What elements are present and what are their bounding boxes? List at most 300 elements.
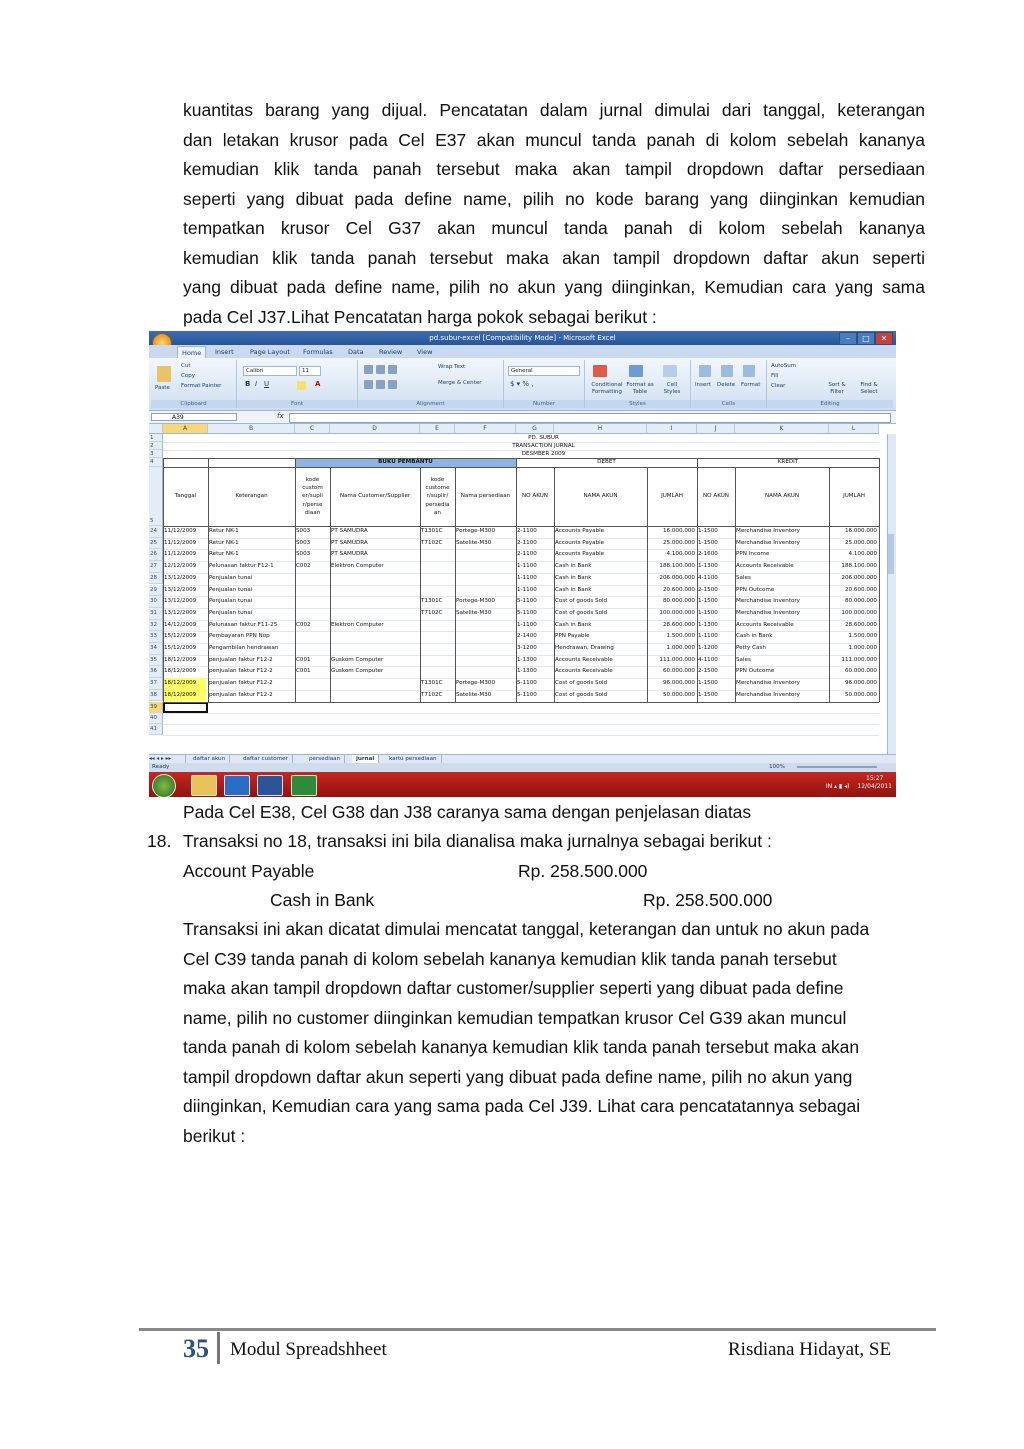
table-cell[interactable]: Elektron Computer (331, 563, 384, 570)
table-cell[interactable]: Accounts Receivable (736, 563, 794, 570)
closing-line: name, pilih no customer diinginkan kemudian tempatkan krusor Cel G39 akan muncul (183, 1007, 847, 1028)
table-cell[interactable]: 20.600.000 (662, 586, 695, 593)
table-cell[interactable] (456, 573, 514, 585)
table-cell[interactable] (331, 573, 418, 585)
table-cell[interactable]: 1-1300 (698, 621, 718, 628)
table-cell[interactable]: Satelite-M30 (456, 539, 492, 546)
table-cell[interactable]: 18/12/2009 (164, 678, 206, 690)
table-cell[interactable]: 28.600.000 (662, 621, 695, 628)
table-cell[interactable] (296, 678, 328, 690)
table-cell[interactable]: 15/12/2009 (164, 645, 197, 651)
row-header[interactable]: 32 (149, 620, 163, 632)
table-cell[interactable] (456, 666, 514, 678)
table-cell[interactable]: 13/12/2009 (164, 574, 197, 581)
word-taskbar-icon[interactable] (257, 775, 283, 796)
column-header[interactable]: H (554, 424, 647, 434)
tab-page-layout[interactable]: Page Layout (250, 348, 290, 356)
table-cell[interactable]: 25.000.000 (844, 539, 877, 546)
table-cell[interactable]: 5-1100 (517, 598, 537, 605)
table-cell[interactable]: 16.000.000 (844, 528, 877, 534)
table-cell[interactable]: Accounts Receivable (555, 668, 613, 675)
scroll-thumb[interactable] (888, 534, 894, 574)
format-button[interactable]: Format (741, 382, 761, 388)
column-header[interactable]: D (330, 424, 420, 434)
table-cell[interactable] (421, 620, 453, 632)
align-bottom-icon[interactable] (388, 365, 397, 374)
format-cells-icon[interactable] (743, 365, 755, 377)
table-cell[interactable]: Hendrawan, Drawing (555, 645, 614, 651)
table-cell[interactable]: Portege-M300 (456, 598, 496, 605)
table-cell[interactable]: 3-1200 (517, 645, 537, 651)
table-cell[interactable]: 20.600.000 (844, 586, 877, 593)
column-header[interactable]: E (420, 424, 455, 434)
column-header[interactable]: G (516, 424, 554, 434)
fx-icon[interactable]: fx (277, 412, 284, 420)
align-center-icon[interactable] (376, 380, 385, 389)
vertical-scrollbar[interactable] (887, 434, 896, 754)
table-cell[interactable]: 1-1500 (698, 680, 718, 687)
table-cell[interactable]: Elektron Computer (331, 621, 384, 628)
table-cell[interactable]: Retur NK-1 (209, 528, 239, 534)
table-cell[interactable]: Cash in Bank (555, 621, 592, 628)
table-cell[interactable]: 18/12/2009 (164, 668, 197, 675)
column-title: NO AKUN (522, 493, 548, 500)
column-title: NO AKUN (703, 493, 729, 500)
zoom-slider[interactable] (797, 766, 877, 768)
table-cell[interactable]: 2-1400 (517, 633, 537, 640)
table-cell[interactable] (421, 655, 453, 667)
table-cell[interactable]: Merchandise Inventory (736, 528, 800, 534)
delete-button[interactable]: Delete (717, 382, 736, 388)
column-header[interactable]: F (455, 424, 516, 434)
name-box[interactable]: A39 (151, 413, 237, 421)
table-cell[interactable]: Accounts Payable (555, 539, 605, 546)
table-cell[interactable]: 11/12/2009 (164, 528, 197, 534)
table-cell[interactable]: C001 (296, 668, 311, 675)
table-cell[interactable]: 2-1100 (517, 528, 537, 534)
align-left-icon[interactable] (364, 380, 373, 389)
font-name-select[interactable]: Calibri (243, 366, 297, 376)
table-cell[interactable]: 2-1100 (517, 539, 537, 546)
table-cell[interactable]: 2-1600 (698, 551, 718, 558)
row-header[interactable]: 4 (149, 458, 163, 467)
row-header[interactable]: 41 (149, 724, 163, 735)
sort-filter-button[interactable]: Sort & Filter (828, 382, 846, 395)
column-header[interactable]: L (829, 424, 879, 434)
table-cell[interactable]: 96.000.000 (662, 680, 695, 687)
explorer-taskbar-icon[interactable] (191, 775, 217, 796)
table-cell[interactable]: 206.000.000 (841, 574, 877, 581)
table-cell[interactable]: Retur NK-1 (209, 551, 239, 558)
table-cell[interactable]: 13/12/2009 (164, 609, 197, 616)
table-cell[interactable] (421, 585, 453, 597)
column-header[interactable]: A (163, 424, 208, 434)
table-cell[interactable]: 4.100.000 (666, 551, 695, 558)
table-cell[interactable]: 111.000.000 (841, 656, 877, 663)
table-cell[interactable]: Merchandise Inventory (736, 598, 800, 605)
table-cell[interactable]: 1.500.000 (848, 633, 877, 640)
column-header[interactable]: K (735, 424, 829, 434)
table-cell[interactable]: T7102C (421, 609, 443, 616)
table-cell[interactable] (296, 596, 328, 608)
table-cell[interactable]: 100.000.000 (659, 609, 695, 616)
table-cell[interactable]: Accounts Payable (555, 551, 605, 558)
table-cell[interactable]: Accounts Receivable (736, 621, 794, 628)
table-cell[interactable]: Sales (736, 574, 751, 581)
table-cell[interactable] (421, 549, 453, 561)
table-cell[interactable]: Penjualan tunai (209, 574, 253, 581)
row-header[interactable]: 3 (149, 450, 163, 458)
row-header[interactable]: 25 (149, 538, 163, 550)
row-header[interactable]: 30 (149, 596, 163, 608)
table-cell[interactable]: PPN Payable (555, 633, 590, 640)
table-cell[interactable]: 4-1100 (698, 574, 718, 581)
format-table-icon[interactable] (629, 365, 643, 377)
table-cell[interactable]: Cost of goods Sold (555, 609, 608, 616)
tray-language[interactable]: IN (825, 783, 833, 790)
close-button[interactable]: ✕ (875, 332, 893, 345)
table-cell[interactable]: PPN Outcome (736, 668, 775, 675)
table-cell[interactable]: 1-1500 (698, 528, 718, 534)
table-cell[interactable]: 4.100.000 (848, 551, 877, 558)
active-cell-a39[interactable] (163, 702, 208, 713)
table-cell[interactable]: 2-1500 (698, 668, 718, 675)
select-all-corner[interactable] (149, 424, 163, 434)
italic-icon[interactable]: I (255, 380, 258, 388)
table-cell[interactable]: 25.000.000 (662, 539, 695, 546)
conditional-format-icon[interactable] (593, 365, 607, 377)
column-header[interactable]: C (295, 424, 330, 434)
table-cell[interactable]: 111.000.000 (659, 656, 695, 663)
table-cell[interactable]: 1-1500 (698, 691, 718, 698)
after-shot-text: Pada Cel E38, Cel G38 dan J38 caranya sama dengan penjelasan diatas (183, 802, 752, 822)
table-cell[interactable]: PT SAMUDRA (331, 539, 368, 546)
currency-icon[interactable]: $ ▾ % , (510, 380, 534, 388)
table-cell[interactable]: Petty Cash (736, 645, 766, 651)
table-cell[interactable] (296, 631, 328, 643)
table-cell[interactable]: T7102C (421, 539, 443, 546)
table-cell[interactable]: Pengambilan hendrawan (209, 645, 279, 651)
insert-button[interactable]: Insert (695, 382, 711, 388)
number-format-select[interactable]: General (508, 366, 580, 376)
row-header[interactable]: 28 (149, 573, 163, 585)
table-cell[interactable]: 18/12/2009 (164, 690, 206, 702)
table-cell[interactable]: PT SAMUDRA (331, 551, 368, 558)
table-cell[interactable]: 188.100.000 (659, 563, 695, 570)
table-cell[interactable] (331, 631, 418, 643)
row-header[interactable]: 35 (149, 655, 163, 667)
column-header[interactable]: B (208, 424, 295, 434)
table-cell[interactable]: Penjualan tunai (209, 609, 253, 616)
table-cell[interactable]: 80.000.000 (662, 598, 695, 605)
sheet-tab-active[interactable]: jurnal (352, 755, 379, 764)
align-top-icon[interactable] (364, 365, 373, 374)
table-cell[interactable]: 5-1100 (517, 680, 537, 687)
tab-data[interactable]: Data (348, 348, 364, 356)
table-cell[interactable]: 100.000.000 (841, 609, 877, 616)
table-cell[interactable]: Guskom Computer (331, 656, 384, 663)
fill-color-icon[interactable] (297, 381, 306, 390)
table-cell[interactable]: penjualan faktur F12-2 (209, 656, 273, 663)
table-cell[interactable] (331, 585, 418, 597)
table-cell[interactable]: 1.000.000 (848, 645, 877, 651)
table-cell[interactable]: 1-1300 (517, 668, 537, 675)
table-cell[interactable]: 5-1100 (517, 609, 537, 616)
row-header[interactable]: 34 (149, 643, 163, 655)
table-cell[interactable]: 1.500.000 (666, 633, 695, 640)
table-cell[interactable]: 1-1100 (517, 574, 537, 581)
table-cell[interactable] (331, 608, 418, 620)
clear-button[interactable]: Clear (771, 383, 786, 389)
align-middle-icon[interactable] (376, 365, 385, 374)
row-header[interactable]: 37 (149, 678, 163, 690)
table-cell[interactable]: 1-1500 (698, 539, 718, 546)
table-cell[interactable]: S003 (296, 539, 311, 546)
minimize-button[interactable]: – (839, 332, 857, 345)
table-cell[interactable] (296, 608, 328, 620)
column-title: Nama Customer/Supplier (339, 493, 411, 500)
table-cell[interactable]: Guskom Computer (331, 668, 384, 675)
cut-button[interactable]: Cut (181, 363, 191, 369)
table-cell[interactable]: Cash in Bank (736, 633, 773, 640)
row-header[interactable]: 38 (149, 690, 163, 702)
row-header[interactable]: 26 (149, 549, 163, 561)
table-cell[interactable]: 60.000.000 (844, 668, 877, 675)
table-cell[interactable] (456, 631, 514, 643)
row-header[interactable]: 2 (149, 442, 163, 450)
table-cell[interactable]: 11/12/2009 (164, 551, 197, 558)
table-cell[interactable]: Cash in Bank (555, 586, 592, 593)
table-cell[interactable]: Pembayaran PPN Nop (209, 633, 270, 640)
table-cell[interactable]: Cash in Bank (555, 574, 592, 581)
sheet-tab[interactable]: persediaan (305, 755, 345, 764)
cell-styles-button[interactable]: Cell Styles (663, 382, 681, 395)
intro-line: seperti yang dibuat pada define name, pilih no kode barang yang diinginkan kemudian (183, 188, 925, 209)
tab-insert[interactable]: Insert (215, 348, 234, 356)
table-cell[interactable] (456, 549, 514, 561)
table-cell[interactable]: T1301C (421, 528, 443, 534)
table-cell[interactable]: Cost of goods Sold (555, 691, 608, 698)
table-cell[interactable] (456, 585, 514, 597)
table-cell[interactable]: penjualan faktur F12-2 (209, 691, 273, 698)
row-header[interactable]: 29 (149, 585, 163, 597)
row-header[interactable]: 24 (149, 526, 163, 538)
sheet-tab[interactable]: daftar customer (239, 755, 293, 764)
table-cell[interactable]: Merchandise Inventory (736, 539, 800, 546)
tab-formulas[interactable]: Formulas (303, 348, 333, 356)
format-painter-button[interactable]: Format Painter (181, 383, 222, 389)
sheet-tab[interactable]: kartu persediaan (385, 755, 442, 764)
table-cell[interactable] (296, 643, 328, 655)
table-cell[interactable]: 1.000.000 (666, 645, 695, 651)
table-cell[interactable]: 1-1300 (698, 563, 718, 570)
table-cell[interactable] (421, 561, 453, 573)
table-cell[interactable]: 1-1100 (517, 586, 537, 593)
table-cell[interactable]: 2-1100 (517, 551, 537, 558)
sheet-nav-arrows[interactable]: ◂◂ ◂ ▸ ▸▸ (149, 755, 186, 764)
table-cell[interactable] (456, 655, 514, 667)
table-cell[interactable]: Cash in Bank (555, 563, 592, 570)
table-cell[interactable]: Sales (736, 656, 751, 663)
table-cell[interactable]: S003 (296, 528, 311, 534)
conditional-format-button[interactable]: Conditional Formatting (591, 382, 623, 395)
table-cell[interactable]: PPN Income (736, 551, 770, 558)
row-header[interactable]: 1 (149, 434, 163, 442)
tab-view[interactable]: View (417, 348, 433, 356)
table-cell[interactable]: 11/12/2009 (164, 539, 197, 546)
wrap-text-button[interactable]: Wrap Text (438, 364, 466, 370)
formula-input[interactable] (289, 413, 891, 423)
table-cell[interactable]: 206.000.000 (659, 574, 695, 581)
table-cell[interactable]: 80.000.000 (844, 598, 877, 605)
table-cell[interactable]: 1-1200 (698, 645, 718, 651)
font-color-icon[interactable]: A (315, 380, 321, 388)
table-cell[interactable]: Penjualan tunai (209, 598, 253, 605)
autosum-button[interactable]: AutoSum (771, 363, 797, 369)
table-cell[interactable] (456, 561, 514, 573)
table-cell[interactable]: 13/12/2009 (164, 586, 197, 593)
table-border (295, 458, 296, 702)
row-header[interactable]: 27 (149, 561, 163, 573)
zoom-level[interactable]: 100% (769, 764, 785, 770)
table-cell[interactable]: Cost of goods Sold (555, 680, 608, 687)
table-cell[interactable]: Merchandise Inventory (736, 691, 800, 698)
table-cell[interactable] (456, 643, 514, 655)
maximize-button[interactable]: □ (857, 332, 875, 345)
column-header[interactable]: J (697, 424, 735, 434)
sheet-tab[interactable]: daftar akun (189, 755, 230, 764)
table-cell[interactable]: 16.000.000 (662, 528, 695, 534)
table-cell[interactable]: 2-1500 (698, 586, 718, 593)
table-cell[interactable]: Portege-M300 (456, 680, 496, 687)
table-cell[interactable]: T1301C (421, 598, 443, 605)
spreadsheet-grid[interactable] (149, 424, 896, 754)
table-cell[interactable]: 96.000.000 (844, 680, 877, 687)
tab-review[interactable]: Review (379, 348, 403, 356)
insert-cells-icon[interactable] (699, 365, 711, 377)
table-cell[interactable] (421, 573, 453, 585)
table-cell[interactable]: Merchandise Inventory (736, 680, 800, 687)
table-cell[interactable] (421, 631, 453, 643)
table-cell[interactable] (331, 596, 418, 608)
table-cell[interactable] (296, 690, 328, 702)
table-cell[interactable]: Satelite-M30 (456, 691, 492, 698)
table-cell[interactable]: 60.000.000 (662, 668, 695, 675)
bold-icon[interactable]: B (245, 380, 251, 388)
table-cell[interactable] (296, 573, 328, 585)
styles-group (585, 360, 691, 408)
media-player-taskbar-icon[interactable] (224, 775, 250, 796)
paste-icon[interactable] (157, 366, 171, 382)
row-header[interactable]: 39 (149, 702, 163, 713)
table-cell[interactable]: Cost of goods Sold (555, 598, 608, 605)
row-header[interactable]: 40 (149, 713, 163, 724)
table-cell[interactable] (331, 678, 418, 690)
table-cell[interactable]: C001 (296, 656, 311, 663)
tab-home[interactable]: Home (177, 346, 206, 359)
table-cell[interactable]: T1301C (421, 680, 443, 687)
table-cell[interactable]: C002 (296, 563, 311, 570)
column-header[interactable]: I (647, 424, 697, 434)
cell-styles-icon[interactable] (663, 365, 677, 377)
find-select-button[interactable]: Find & Select (860, 382, 878, 395)
format-table-button[interactable]: Format as Table (626, 382, 654, 395)
underline-icon[interactable]: U (264, 380, 270, 388)
paste-button[interactable]: Paste (155, 385, 170, 391)
table-cell[interactable]: 1-1100 (698, 633, 718, 640)
table-cell[interactable]: Accounts Payable (555, 528, 605, 534)
fill-button[interactable]: Fill (771, 373, 779, 379)
table-cell[interactable]: 28.600.000 (844, 621, 877, 628)
table-cell[interactable]: PT SAMUDRA (331, 528, 368, 534)
table-cell[interactable] (456, 620, 514, 632)
table-cell[interactable]: 12/12/2009 (164, 563, 197, 570)
table-cell[interactable]: Satelite-M30 (456, 609, 492, 616)
column-title: kode custom er/supli r/perse diaan (302, 477, 323, 516)
table-cell[interactable]: Pelunasan faktur F11-25 (209, 621, 278, 628)
row-header[interactable]: 5 (149, 467, 163, 526)
row-header[interactable]: 33 (149, 631, 163, 643)
table-cell[interactable]: 18/12/2009 (164, 656, 197, 663)
table-cell[interactable]: penjualan faktur F12-2 (209, 680, 273, 687)
table-cell[interactable] (331, 690, 418, 702)
table-cell[interactable]: penjualan faktur F12-2 (209, 668, 273, 675)
table-cell[interactable]: PPN Outcome (736, 586, 775, 593)
align-right-icon[interactable] (388, 380, 397, 389)
copy-button[interactable]: Copy (181, 373, 195, 379)
table-cell[interactable] (331, 643, 418, 655)
table-cell[interactable]: Penjualan tunai (209, 586, 253, 593)
table-cell[interactable]: 5-1100 (517, 691, 537, 698)
table-cell[interactable]: C002 (296, 621, 311, 628)
table-cell[interactable]: Accounts Receivable (555, 656, 613, 663)
table-cell[interactable]: 188.100.000 (841, 563, 877, 570)
delete-cells-icon[interactable] (721, 365, 733, 377)
group-debet: DEBET (597, 459, 616, 466)
table-cell[interactable]: 50.000.000 (662, 691, 695, 698)
table-cell[interactable]: Merchandise Inventory (736, 609, 800, 616)
table-cell[interactable] (421, 666, 453, 678)
font-size-select[interactable]: 11 (299, 366, 321, 376)
start-button-icon[interactable] (152, 774, 176, 797)
table-cell[interactable]: Pelunasan faktur F12-1 (209, 563, 274, 570)
table-cell[interactable] (421, 643, 453, 655)
table-cell[interactable]: 1-1500 (698, 598, 718, 605)
table-cell[interactable]: Retur NK-1 (209, 539, 239, 546)
row-header[interactable]: 31 (149, 608, 163, 620)
table-cell[interactable]: 13/12/2009 (164, 598, 197, 605)
table-cell[interactable]: 50.000.000 (844, 691, 877, 698)
table-cell[interactable]: Portege-M300 (456, 528, 496, 534)
merge-center-button[interactable]: Merge & Center (438, 380, 482, 386)
table-border (163, 467, 879, 468)
table-cell[interactable] (296, 585, 328, 597)
table-cell[interactable]: 4-1100 (698, 656, 718, 663)
table-cell[interactable]: S003 (296, 551, 311, 558)
table-cell[interactable]: T7102C (421, 691, 443, 698)
table-cell[interactable]: 1-1500 (698, 609, 718, 616)
excel-taskbar-icon[interactable] (291, 775, 317, 796)
table-cell[interactable]: 15/12/2009 (164, 633, 197, 640)
row-header[interactable]: 36 (149, 666, 163, 678)
table-cell[interactable]: 14/12/2009 (164, 621, 197, 628)
excel-screenshot (149, 331, 896, 797)
table-cell[interactable]: 1-1300 (517, 656, 537, 663)
table-cell[interactable]: 1-1100 (517, 563, 537, 570)
table-cell[interactable]: 1-1100 (517, 621, 537, 628)
title-transaction-jurnal: TRANSACTION JURNAL (512, 442, 575, 449)
table-border (455, 467, 456, 702)
